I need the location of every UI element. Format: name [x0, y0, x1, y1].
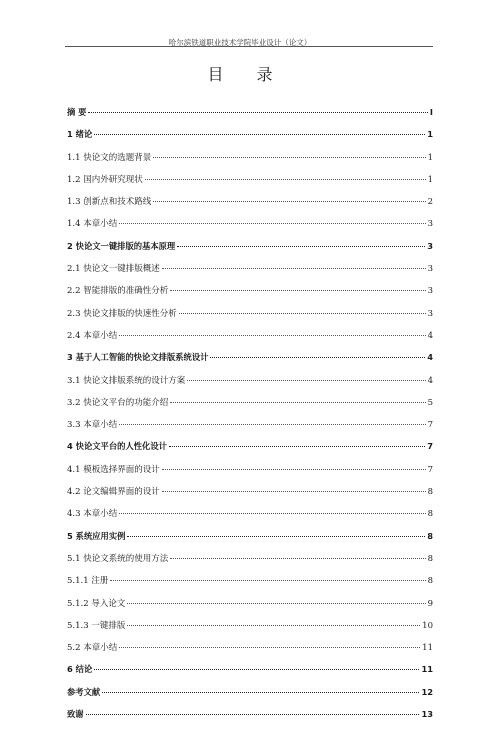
- toc-entry-label: 4.3 本章小结: [67, 509, 118, 520]
- toc-entry-page: 7: [427, 441, 433, 452]
- toc-entry-page: 8: [427, 576, 433, 587]
- toc-leader-dots: [119, 647, 420, 648]
- toc-entry-label: 4.1 模板选择界面的设计: [67, 464, 160, 475]
- toc-entry-page: 1: [427, 174, 433, 185]
- toc-leader-dots: [127, 625, 420, 626]
- toc-leader-dots: [127, 536, 425, 537]
- toc-entry-label: 5 系统应用实例: [67, 530, 126, 541]
- toc-entry-page: 8: [427, 530, 433, 541]
- toc-entry[interactable]: [67, 552, 433, 574]
- toc-entry[interactable]: [67, 128, 433, 150]
- toc-entry[interactable]: [67, 106, 433, 128]
- toc-entry-page: 3: [427, 240, 433, 251]
- toc-entry-page: 8: [427, 553, 433, 564]
- toc-entry-label: 1.2 国内外研究现状: [67, 174, 143, 185]
- toc-leader-dots: [127, 603, 425, 604]
- toc-leader-dots: [153, 201, 425, 202]
- toc-entry-label: 3.3 本章小结: [67, 420, 118, 431]
- toc-entry-label: 3.1 快论文排版系统的设计方案: [67, 375, 186, 386]
- toc-leader-dots: [170, 558, 425, 559]
- toc-entry[interactable]: [67, 641, 433, 663]
- toc-entry-label: 2.3 快论文排版的快速性分析: [67, 308, 177, 319]
- toc-entry-page: 11: [422, 643, 433, 654]
- toc-leader-dots: [179, 313, 426, 314]
- toc-leader-dots: [145, 179, 426, 180]
- toc-leader-dots: [94, 669, 419, 670]
- toc-entry[interactable]: [67, 463, 433, 485]
- toc-entry-page: 12: [421, 686, 433, 697]
- toc-leader-dots: [119, 513, 425, 514]
- toc-entry[interactable]: [67, 240, 433, 262]
- toc-leader-dots: [170, 290, 425, 291]
- toc-entry-label: 4 快论文平台的人性化设计: [67, 441, 167, 452]
- toc-entry-page: 10: [422, 620, 433, 631]
- toc-entry-page: I: [429, 107, 433, 117]
- toc-entry-page: 2: [427, 197, 433, 208]
- toc-entry[interactable]: [67, 173, 433, 195]
- toc-entry[interactable]: [67, 262, 433, 284]
- toc-leader-dots: [102, 692, 419, 693]
- toc-entry-label: 5.1.2 导入论文: [67, 598, 126, 609]
- toc-leader-dots: [110, 580, 425, 581]
- toc-entry-label: 4.2 论文编辑界面的设计: [67, 487, 160, 498]
- toc-entry-label: 摘 要: [67, 107, 87, 117]
- toc-entry-page: 1: [427, 152, 433, 163]
- toc-leader-dots: [210, 357, 425, 358]
- toc-entry-label: 5.1 快论文系统的使用方法: [67, 553, 169, 564]
- toc-entry-page: 1: [427, 129, 433, 140]
- toc-leader-dots: [162, 268, 426, 269]
- toc-leader-dots: [170, 402, 425, 403]
- toc-entry-label: 5.2 本章小结: [67, 643, 118, 654]
- toc-entry[interactable]: [67, 418, 433, 440]
- toc-entry-page: 8: [427, 509, 433, 520]
- toc-entry-label: 参考文献: [67, 686, 101, 697]
- toc-entry-page: 3: [427, 286, 433, 297]
- toc-entry[interactable]: [67, 708, 433, 730]
- toc-leader-dots: [162, 491, 426, 492]
- toc-entry[interactable]: [67, 485, 433, 507]
- toc-entry-page: 11: [421, 664, 433, 675]
- toc-entry[interactable]: [67, 351, 433, 373]
- toc-entry-page: 3: [427, 308, 433, 319]
- toc-entry-label: 1.3 创新点和技术路线: [67, 197, 152, 208]
- toc-entry-page: 7: [427, 420, 433, 431]
- toc-leader-dots: [119, 424, 425, 425]
- toc-entry[interactable]: [67, 195, 433, 217]
- toc-entry-page: 4: [427, 352, 433, 363]
- toc-entry-label: 2.1 快论文一键排版概述: [67, 264, 160, 275]
- toc-entry-label: 1.4 本章小结: [67, 219, 118, 230]
- toc-entry-page: 3: [427, 264, 433, 275]
- toc-leader-dots: [153, 157, 425, 158]
- toc-entry-label: 致谢: [67, 709, 84, 720]
- header-rule: [65, 46, 433, 47]
- toc-entry[interactable]: [67, 597, 433, 619]
- toc-entry[interactable]: [67, 284, 433, 306]
- toc-entry-label: 2.2 智能排版的准确性分析: [67, 286, 169, 297]
- toc-entry-page: 8: [427, 487, 433, 498]
- toc-entry[interactable]: [67, 307, 433, 329]
- toc-entry-label: 5.1.1 注册: [67, 576, 109, 587]
- toc-entry-label: 6 结论: [67, 664, 93, 675]
- toc-leader-dots: [94, 134, 425, 135]
- toc-entry[interactable]: [67, 440, 433, 462]
- toc-title: 目 录: [207, 65, 287, 84]
- toc-entry-label: 3 基于人工智能的快论文排版系统设计: [67, 352, 209, 363]
- toc-entry[interactable]: [67, 507, 433, 529]
- toc-entry[interactable]: [67, 574, 433, 596]
- toc-entry[interactable]: [67, 396, 433, 418]
- toc-entry[interactable]: [67, 374, 433, 396]
- toc-entry[interactable]: [67, 217, 433, 239]
- toc-entry-page: 13: [421, 709, 433, 720]
- toc-entry[interactable]: [67, 151, 433, 173]
- toc-entry-label: 2 快论文一键排版的基本原理: [67, 240, 176, 251]
- toc-entry-label: 3.2 快论文平台的功能介绍: [67, 397, 169, 408]
- toc-entry-page: 3: [427, 219, 433, 230]
- toc-entry-label: 2.4 本章小结: [67, 330, 118, 341]
- toc-leader-dots: [119, 335, 425, 336]
- toc-entry-page: 7: [427, 464, 433, 475]
- toc-leader-dots: [177, 246, 425, 247]
- toc-leader-dots: [88, 112, 427, 113]
- running-header: 哈尔滨铁道职业技术学院毕业设计（论文）: [168, 38, 312, 47]
- toc-entry-page: 4: [427, 375, 433, 386]
- toc-entry-page: 5: [427, 397, 433, 408]
- toc-entry-page: 9: [427, 598, 433, 609]
- toc-entry[interactable]: [67, 663, 433, 685]
- toc-leader-dots: [119, 223, 425, 224]
- toc-entry-label: 1 绪论: [67, 129, 93, 140]
- toc-leader-dots: [162, 469, 426, 470]
- toc-entry-label: 5.1.3 一键排版: [67, 620, 126, 631]
- toc-entry[interactable]: [67, 619, 433, 641]
- toc-leader-dots: [169, 446, 425, 447]
- toc-entry[interactable]: [67, 686, 433, 708]
- toc-leader-dots: [187, 380, 425, 381]
- toc-entry[interactable]: [67, 530, 433, 552]
- table-of-contents: [67, 106, 433, 730]
- toc-leader-dots: [86, 714, 420, 715]
- toc-entry-page: 4: [427, 330, 433, 341]
- toc-entry-label: 1.1 快论文的选题背景: [67, 152, 152, 163]
- toc-entry[interactable]: [67, 329, 433, 351]
